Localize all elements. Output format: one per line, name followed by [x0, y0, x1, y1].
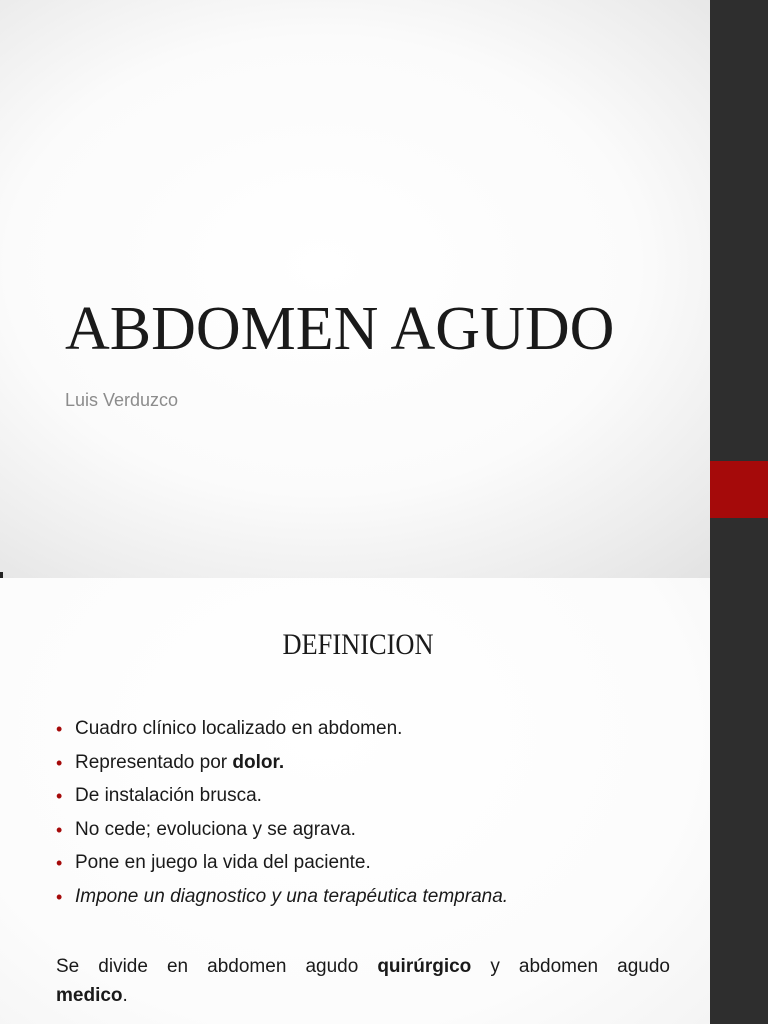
paragraph-text: Se divide en abdomen agudo [56, 956, 378, 977]
slide-subtitle: Luis Verduzco [65, 390, 179, 410]
paragraph-text: y abdomen agudo [471, 956, 670, 977]
bullet-item [56, 851, 508, 885]
body-paragraph [56, 952, 670, 1010]
bullet-text: Cuadro clínico localizado en abdomen. [75, 718, 403, 739]
bullet-text: Representado por [75, 751, 233, 773]
bullet-list [56, 717, 508, 918]
bullet-text: Impone un diagnostico y una terapéutica temprana. [75, 885, 509, 907]
sidebar-accent-block [710, 461, 768, 518]
bullet-text: Pone en juego la vida del paciente. [75, 852, 371, 873]
bullet-text: De instalación brusca. [75, 785, 262, 806]
paragraph-emphasis: medico [56, 985, 123, 1006]
paragraph-emphasis: quirúrgico [377, 956, 472, 977]
bullet-item [56, 784, 508, 818]
bullet-item [56, 751, 508, 785]
slide-title: ABDOMEN AGUDO [65, 295, 615, 363]
bullet-item [56, 818, 508, 852]
bullet-text: No cede; evoluciona y se agrava. [75, 818, 356, 840]
bullet-icon: • [56, 719, 63, 739]
bullet-icon: • [56, 853, 63, 873]
bullet-icon: • [56, 819, 63, 840]
bullet-icon: • [56, 786, 63, 806]
paragraph-text: . [122, 985, 128, 1006]
definition-slide [0, 578, 768, 1024]
bullet-emphasis: dolor. [232, 751, 285, 773]
bullet-icon: • [56, 752, 63, 773]
bullet-item [56, 885, 508, 919]
paragraph-line [56, 952, 670, 981]
slide-sidebar [710, 578, 768, 1024]
section-heading: DEFINICION [282, 628, 434, 661]
bullet-item [56, 717, 508, 751]
paragraph-line [56, 981, 670, 1010]
bullet-icon: • [56, 886, 63, 907]
